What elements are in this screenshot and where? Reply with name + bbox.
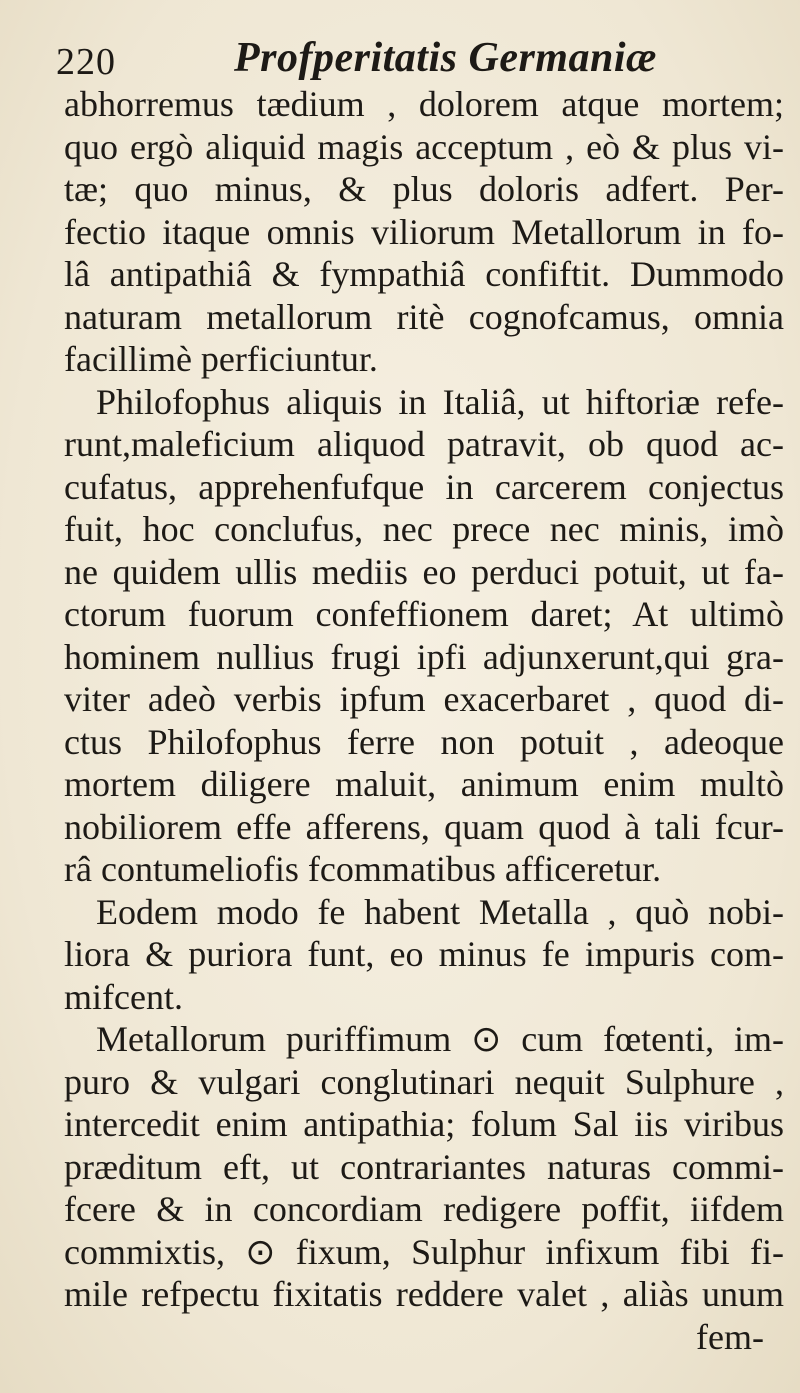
text-line: fectio itaque omnis viliorum Metallorum in fo-	[64, 211, 784, 252]
text-line: ctorum fuorum confeffionem daret; At ultimò	[64, 594, 784, 634]
text-line: tæ; quo minus, & plus doloris adfert. Per-	[64, 169, 784, 209]
text-line: nobiliorem effe afferens, quam quod à tali fcur-	[64, 806, 784, 847]
text-line: fuit, hoc conclufus, nec prece nec minis, imò	[64, 509, 784, 549]
body-text	[64, 83, 784, 1358]
text-line: runt,maleficium aliquod patravit, ob quod ac-	[64, 424, 784, 464]
text-line: cufatus, apprehenfufque in carcerem conjectus	[64, 466, 784, 507]
paragraph-start-line: Philofophus aliquis in Italiâ, ut hiftoriæ refe-	[96, 381, 784, 422]
text-line: râ contumeliofis fcommatibus afficeretur.	[64, 849, 662, 889]
running-title: Profperitatis Germaniæ	[234, 35, 657, 81]
text-line: facillimè perficiuntur.	[64, 339, 378, 379]
catchword: fem-	[696, 1316, 764, 1357]
text-line: intercedit enim antipathia; folum Sal iis viribus	[64, 1104, 784, 1144]
text-line: mortem diligere maluit, animum enim multò	[64, 764, 784, 804]
text-line: puro & vulgari conglutinari nequit Sulphure ,	[64, 1061, 784, 1102]
text-line: fcere & in concordiam redigere poffit, iifdem	[64, 1189, 784, 1229]
text-line: lâ antipathiâ & fympathiâ confiftit. Dummodo	[64, 254, 784, 294]
text-line: liora & puriora funt, eo minus fe impuris com-	[64, 934, 784, 974]
paragraph-start-line: Eodem modo fe habent Metalla , quò nobi-	[96, 891, 784, 932]
text-line: viter adeò verbis ipfum exacerbaret , quod di-	[64, 679, 784, 719]
text-line: commixtis, ⊙ fixum, Sulphur infixum fibi fi-	[64, 1231, 784, 1272]
text-line: mile refpectu fixitatis reddere valet , aliàs unum	[64, 1274, 784, 1314]
paragraph-start-line: Metallorum puriffimum ⊙ cum fœtenti, im-	[96, 1019, 784, 1059]
text-line: naturam metallorum ritè cognofcamus, omnia	[64, 296, 784, 337]
text-line: ctus Philofophus ferre non potuit , adeoque	[64, 721, 784, 762]
text-line: hominem nullius frugi ipfi adjunxerunt,qui gra-	[64, 636, 784, 677]
text-line: præditum eft, ut contrariantes naturas commi-	[64, 1146, 784, 1187]
text-line: quo ergò aliquid magis acceptum , eò & plus vi-	[64, 126, 784, 167]
text-line: mifcent.	[64, 976, 183, 1017]
text-line: ne quidem ullis mediis eo perduci potuit, ut fa-	[64, 551, 784, 592]
page-number: 220	[56, 41, 116, 83]
text-line: abhorremus tædium , dolorem atque mortem;	[64, 84, 784, 124]
